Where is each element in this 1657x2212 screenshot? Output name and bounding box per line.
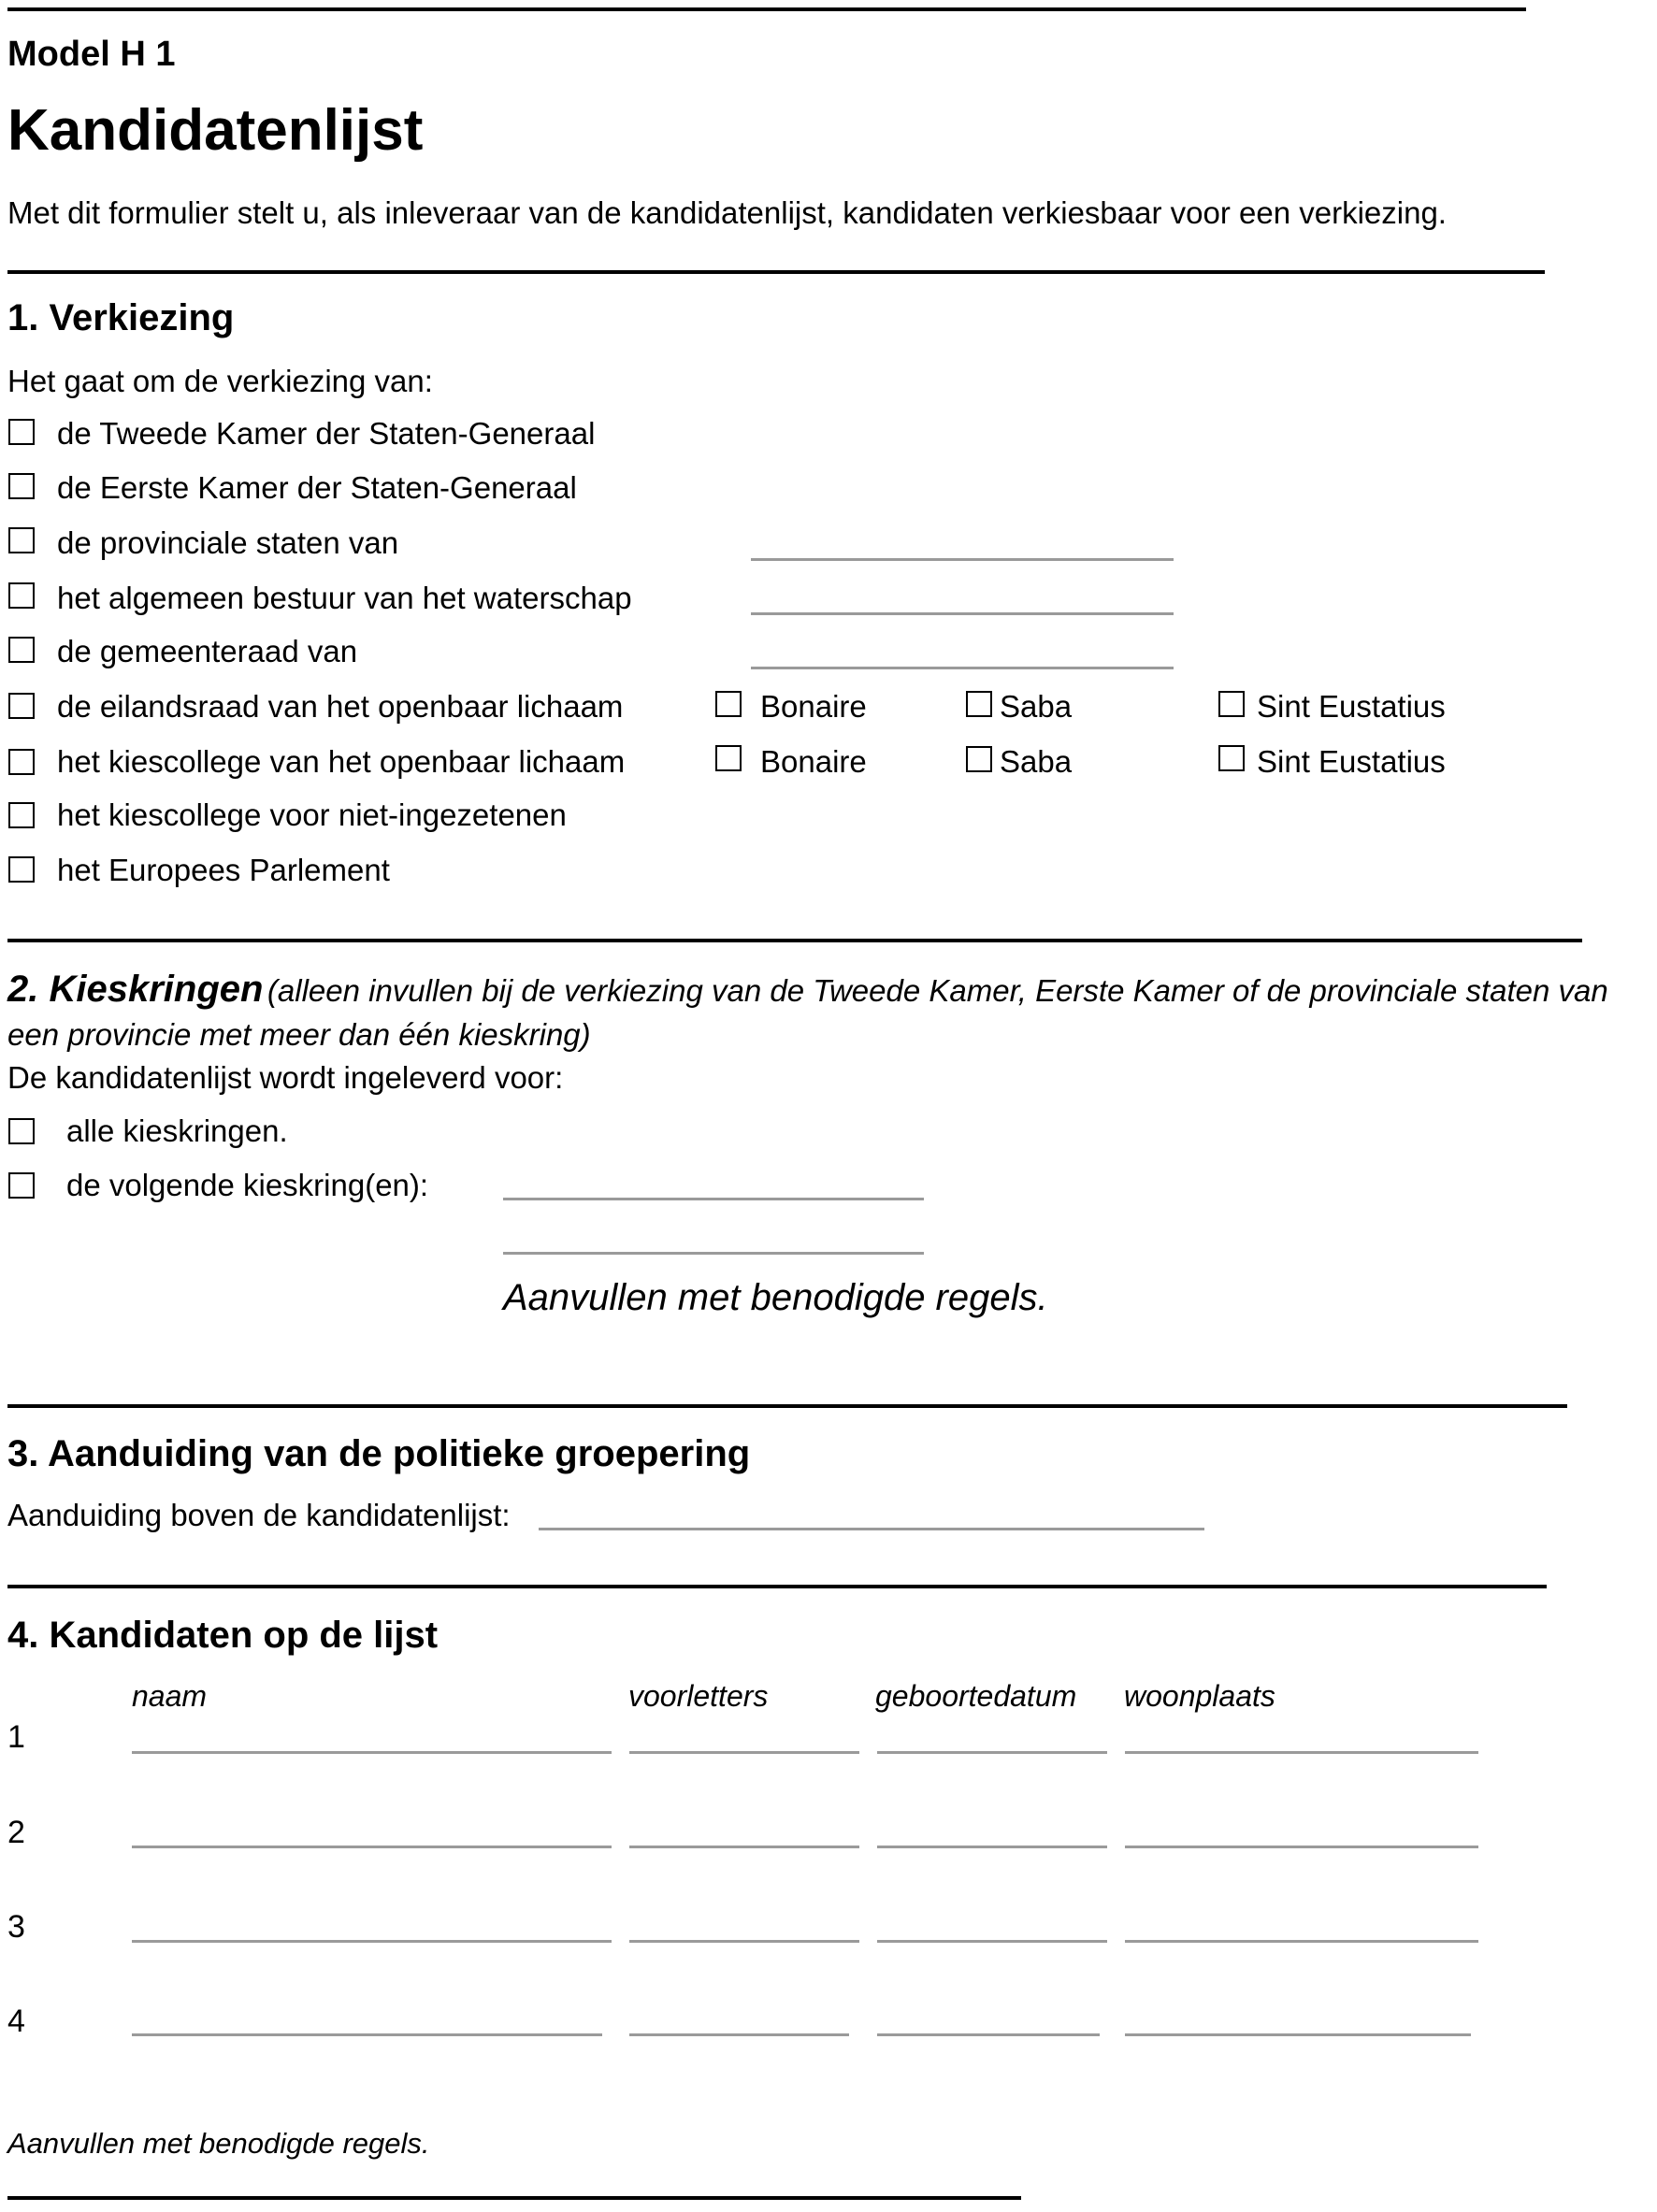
kieskring-input-line-2[interactable] [503, 1252, 924, 1255]
aanduiding-input-line[interactable] [539, 1528, 1204, 1530]
checkbox-tweede-kamer[interactable] [8, 419, 35, 445]
checkbox-gemeenteraad[interactable] [8, 637, 35, 663]
bottom-divider [7, 2196, 1021, 2200]
voorletters-input-line[interactable] [629, 1846, 859, 1848]
option-label: het kiescollege van het openbaar lichaam [57, 744, 626, 779]
row-number: 1 [7, 1719, 25, 1755]
row-number: 3 [7, 1909, 25, 1945]
checkbox-volgende-kieskringen[interactable] [8, 1172, 35, 1199]
section-divider-3 [7, 1404, 1567, 1408]
option-label: het algemeen bestuur van het waterschap [57, 581, 632, 615]
gemeente-input-line[interactable] [751, 667, 1174, 669]
woonplaats-input-line[interactable] [1125, 1940, 1478, 1943]
geboortedatum-input-line[interactable] [877, 1940, 1107, 1943]
geboortedatum-input-line[interactable] [877, 2033, 1100, 2036]
section-2-supplement: Aanvullen met benodigde regels. [503, 1277, 1048, 1318]
section-2-heading: 2. Kieskringen [7, 969, 264, 1010]
intro-text: Met dit formulier stelt u, als inleveraar van de kandidatenlijst, kandidaten verkiesbaar voor een verkiezing. [7, 195, 1447, 230]
option-label: de eilandsraad van het openbaar lichaam [57, 689, 624, 724]
geboortedatum-input-line[interactable] [877, 1846, 1107, 1848]
geboortedatum-input-line[interactable] [877, 1751, 1107, 1754]
voorletters-input-line[interactable] [629, 2033, 849, 2036]
provincie-input-line[interactable] [751, 558, 1174, 561]
option-label: de Tweede Kamer der Staten-Generaal [57, 416, 596, 451]
checkbox-alle-kieskringen[interactable] [8, 1118, 35, 1144]
section-4-supplement: Aanvullen met benodigde regels. [7, 2127, 430, 2160]
woonplaats-input-line[interactable] [1125, 1751, 1478, 1754]
island-label-sint-eustatius: Sint Eustatius [1257, 689, 1446, 724]
checkbox-kiescollege-sint-eustatius[interactable] [1218, 745, 1245, 771]
section-divider-1 [7, 270, 1545, 274]
option-label: het kiescollege voor niet-ingezetenen [57, 797, 567, 832]
island-label-bonaire: Bonaire [760, 744, 867, 779]
waterschap-input-line[interactable] [751, 612, 1174, 615]
section-4-heading: 4. Kandidaten op de lijst [7, 1615, 439, 1656]
option-label: alle kieskringen. [66, 1113, 288, 1148]
row-number: 2 [7, 1815, 25, 1850]
page-title: Kandidatenlijst [7, 98, 424, 163]
checkbox-eilandsraad-sint-eustatius[interactable] [1218, 691, 1245, 717]
option-label: de gemeenteraad van [57, 634, 358, 668]
column-header-geboortedatum: geboortedatum [875, 1679, 1077, 1713]
checkbox-eerste-kamer[interactable] [8, 473, 35, 499]
checkbox-kiescollege-bonaire[interactable] [715, 745, 742, 771]
section-divider-2 [7, 939, 1582, 942]
checkbox-kiescollege-saba[interactable] [966, 746, 992, 772]
naam-input-line[interactable] [132, 1846, 612, 1848]
naam-input-line[interactable] [132, 2033, 602, 2036]
option-label: de volgende kieskring(en): [66, 1168, 429, 1202]
island-label-saba: Saba [1000, 744, 1073, 779]
checkbox-eilandsraad-bonaire[interactable] [715, 691, 742, 717]
checkbox-kiescollege-openbaar-lichaam[interactable] [8, 749, 35, 775]
column-header-woonplaats: woonplaats [1124, 1679, 1275, 1713]
section-3-heading: 3. Aanduiding van de politieke groepering [7, 1433, 751, 1474]
option-label: de provinciale staten van [57, 525, 399, 560]
column-header-voorletters: voorletters [628, 1679, 769, 1713]
section-2-note-continued: een provincie met meer dan één kieskring) [7, 1017, 591, 1052]
section-2-prompt: De kandidatenlijst wordt ingeleverd voor: [7, 1060, 564, 1095]
checkbox-kiescollege-niet-ingezetenen[interactable] [8, 802, 35, 828]
woonplaats-input-line[interactable] [1125, 1846, 1478, 1848]
option-label: het Europees Parlement [57, 853, 390, 887]
voorletters-input-line[interactable] [629, 1940, 859, 1943]
woonplaats-input-line[interactable] [1125, 2033, 1471, 2036]
column-header-naam: naam [132, 1679, 208, 1713]
top-divider [7, 7, 1526, 11]
voorletters-input-line[interactable] [629, 1751, 859, 1754]
kieskring-input-line-1[interactable] [503, 1198, 924, 1200]
aanduiding-label: Aanduiding boven de kandidatenlijst: [7, 1498, 511, 1532]
island-label-saba: Saba [1000, 689, 1073, 724]
section-2-note: (alleen invullen bij de verkiezing van de Tweede Kamer, Eerste Kamer of de provinciale staten van [267, 973, 1608, 1008]
model-label: Model H 1 [7, 35, 176, 74]
row-number: 4 [7, 2004, 25, 2039]
checkbox-waterschap[interactable] [8, 582, 35, 609]
checkbox-eilandsraad-saba[interactable] [966, 691, 992, 717]
option-label: de Eerste Kamer der Staten-Generaal [57, 470, 577, 505]
section-1-prompt: Het gaat om de verkiezing van: [7, 364, 433, 398]
checkbox-europees-parlement[interactable] [8, 856, 35, 883]
naam-input-line[interactable] [132, 1940, 612, 1943]
naam-input-line[interactable] [132, 1751, 612, 1754]
section-2-heading-line [7, 967, 1608, 1020]
checkbox-eilandsraad[interactable] [8, 693, 35, 719]
section-divider-4 [7, 1585, 1547, 1588]
island-label-sint-eustatius: Sint Eustatius [1257, 744, 1446, 779]
island-label-bonaire: Bonaire [760, 689, 867, 724]
checkbox-provinciale-staten[interactable] [8, 527, 35, 553]
section-1-heading: 1. Verkiezing [7, 297, 235, 338]
